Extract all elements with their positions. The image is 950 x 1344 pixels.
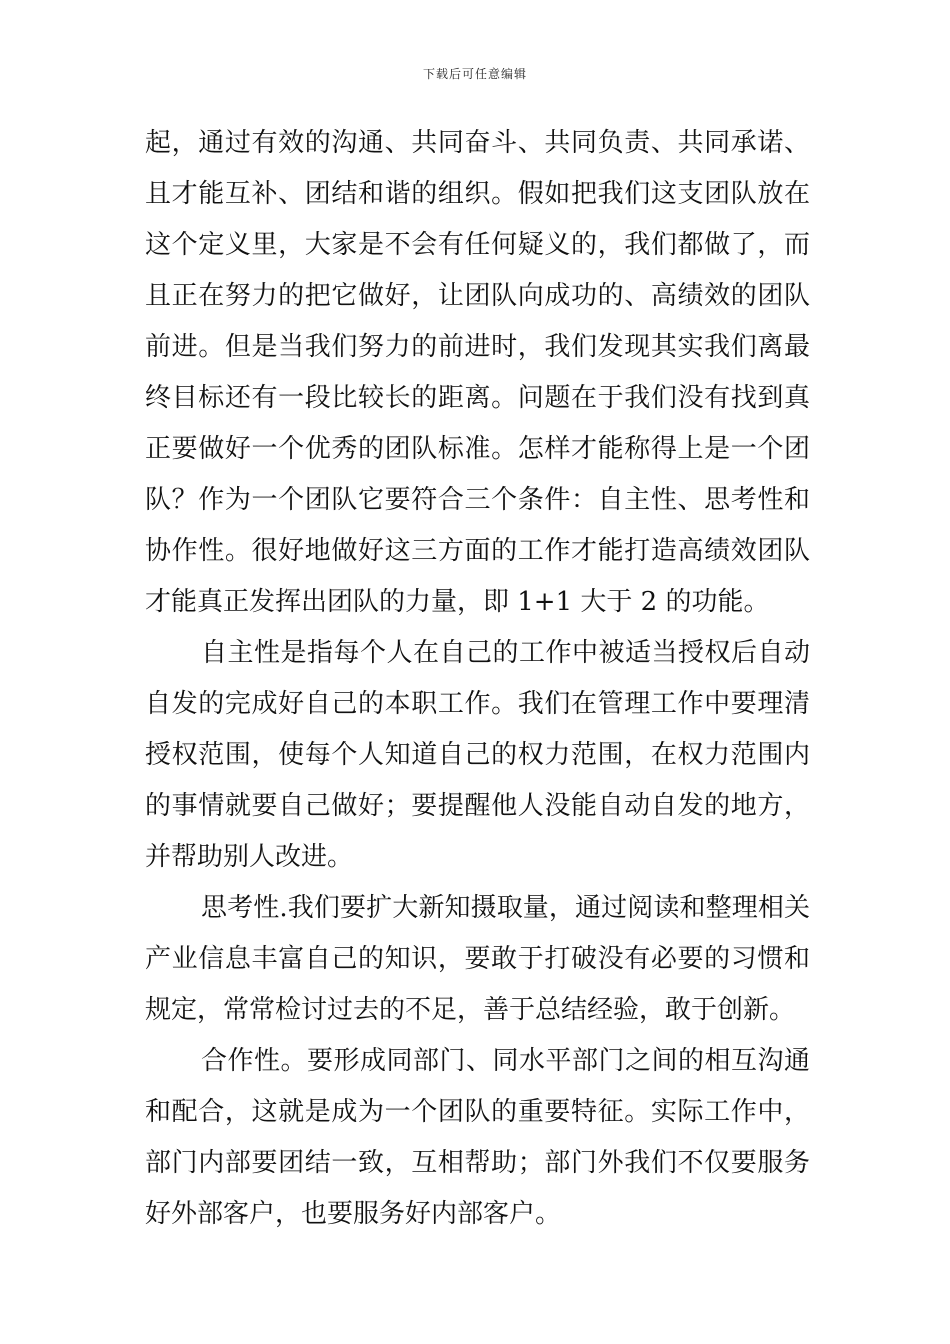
text-line: 起，通过有效的沟通、共同奋斗、共同负责、共同承诺、 [145, 128, 810, 158]
text-line: 并帮助别人改进。 [145, 842, 354, 872]
text-line: 且正在努力的把它做好，让团队向成功的、高绩效的团队 [145, 281, 810, 311]
text-line: 队？作为一个团队它要符合三个条件：自主性、思考性和 [145, 485, 810, 515]
page-header: 下载后可任意编辑 [422, 67, 527, 81]
text-line: 和配合，这就是成为一个团队的重要特征。实际工作中， [145, 1097, 810, 1127]
text-line: 部门内部要团结一致，互相帮助；部门外我们不仅要服务 [145, 1148, 810, 1178]
text-line: 终目标还有一段比较长的距离。问题在于我们没有找到真 [145, 383, 810, 413]
text-line: 这个定义里，大家是不会有任何疑义的，我们都做了，而 [145, 230, 810, 260]
text-line: 才能真正发挥出团队的力量，即 1+1 大于 2 的功能。 [145, 587, 770, 617]
text-line: 自发的完成好自己的本职工作。我们在管理工作中要理清 [145, 689, 810, 719]
text-line: 授权范围，使每个人知道自己的权力范围，在权力范围内 [145, 740, 810, 770]
paragraph [145, 1036, 810, 1240]
document-body [145, 118, 810, 1240]
text-line: 产业信息丰富自己的知识，要敢于打破没有必要的习惯和 [145, 944, 810, 974]
text-line: 前进。但是当我们努力的前进时，我们发现其实我们离最 [145, 332, 810, 362]
text-line: 规定，常常检讨过去的不足，善于总结经验，敢于创新。 [145, 995, 796, 1025]
paragraph [145, 883, 810, 1036]
text-line: 好外部客户，也要服务好内部客户。 [145, 1199, 562, 1229]
text-line: 的事情就要自己做好；要提醒他人没能自动自发的地方， [145, 791, 810, 821]
text-line: 自主性是指每个人在自己的工作中被适当授权后自动 [201, 638, 810, 668]
text-line: 协作性。很好地做好这三方面的工作才能打造高绩效团队 [145, 536, 810, 566]
text-line: 且才能互补、团结和谐的组织。假如把我们这支团队放在 [145, 179, 810, 209]
text-line: 正要做好一个优秀的团队标准。怎样才能称得上是一个团 [145, 434, 810, 464]
text-line: 合作性。要形成同部门、同水平部门之间的相互沟通 [201, 1046, 810, 1076]
paragraph [145, 118, 810, 628]
paragraph [145, 628, 810, 883]
text-line: 思考性.我们要扩大新知摄取量，通过阅读和整理相关 [201, 893, 810, 923]
